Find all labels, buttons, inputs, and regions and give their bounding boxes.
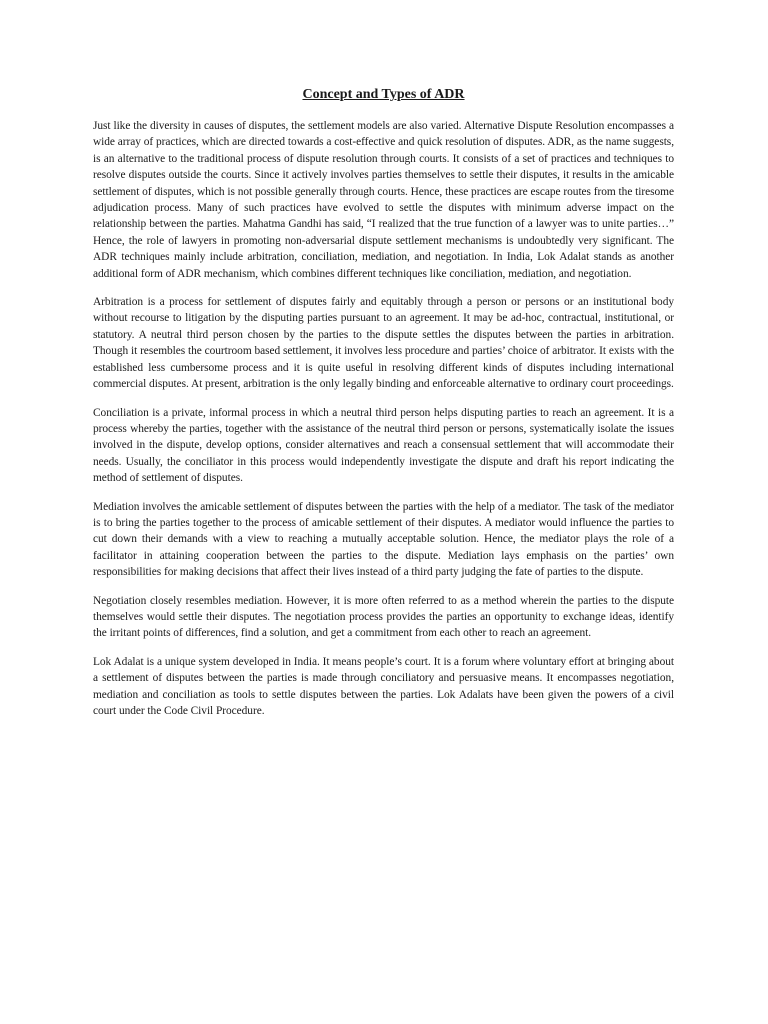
paragraph-arbitration: Arbitration is a process for settlement of disputes fairly and equitably through a person or persons or an institutional body without recourse to litigation by the disputing parties pursuant to an agreement. It may be ad-hoc, contractual, institutional, or statutory. A neutral third person chosen by the parties to the dispute settles the disputes between the parties in arbitration. Though it resembles the courtroom based settlement, it involves less procedure and parties’ choice of arbitrator. It exists with the established less cumbersome process and it is quite useful in resolving different kinds of disputes including international commercial disputes. At present, arbitration is the only legally binding and enforceable alternative to ordinary court proceedings.	[93, 296, 674, 391]
paragraph-mediation: Mediation involves the amicable settlement of disputes between the parties with the help of a mediator. The task of the mediator is to bring the parties together to the process of amicable settlement of their disputes. A mediator would influence the parties to cut down their demands with a view to reaching a mutually acceptable solution. Hence, the mediator plays the role of a facilitator in attaining cooperation between the parties to the dispute. Mediation lays emphasis on the parties’ own responsibilities for making decisions that affect their lives instead of a third party judging the fate of parties to the dispute.	[93, 500, 674, 579]
paragraph-conciliation: Conciliation is a private, informal process in which a neutral third person helps disputing parties to reach an agreement. It is a process whereby the parties, together with the assistance of the neutral third person or persons, systematically isolate the issues involved in the dispute, develop options, consider alternatives and reach a consensual settlement that will accommodate their needs. Usually, the conciliator in this process would independently investigate the dispute and draft his report indicating the method of settlement of disputes.	[93, 406, 674, 485]
paragraph-lok-adalat: Lok Adalat is a unique system developed in India. It means people’s court. It is a forum where voluntary effort at bringing about a settlement of disputes between the parties is made through conciliatory and persuasive means. It encompasses negotiation, mediation and conciliation as tools to settle disputes between the parties. Lok Adalats have been given the powers of a civil court under the Code Civil Procedure.	[93, 655, 674, 717]
document-title: Concept and Types of ADR	[302, 87, 465, 102]
paragraph-negotiation: Negotiation closely resembles mediation. However, it is more often referred to as a method wherein the parties to the dispute themselves would settle their disputes. The negotiation process provides the parties an opportunity to exchange ideas, identify the irritant points of differences, find a solution, and get a commitment from each other to reach an agreement.	[93, 594, 674, 640]
paragraph-adr-intro: Just like the diversity in causes of disputes, the settlement models are also varied. Alternative Dispute Resolution encompasses a wide array of practices, which are directed towards a cost-effective and quick resolution of disputes. ADR, as the name suggests, is an alternative to the traditional process of dispute resolution through courts. It consists of a set of practices and techniques to resolve disputes outside the courts. Since it actively involves parties themselves to settle their disputes, it results in the amicable settlement of disputes, which is not possible generally through courts. Hence, these practices are escape routes from the tiresome adjudication process. Many of such practices have evolved to settle the disputes with minimum adverse impact on the relationship between the parties. Mahatma Gandhi has said, “I realized that the true function of a lawyer was to unite parties…” Hence, the role of lawyers in promoting non-adversarial dispute settlement mechanisms is undoubtedly very significant. The ADR techniques mainly include arbitration, conciliation, mediation, and negotiation. In India, Lok Adalat stands as another additional form of ADR mechanism, which combines different techniques like conciliation, mediation, and negotiation.	[93, 120, 674, 280]
